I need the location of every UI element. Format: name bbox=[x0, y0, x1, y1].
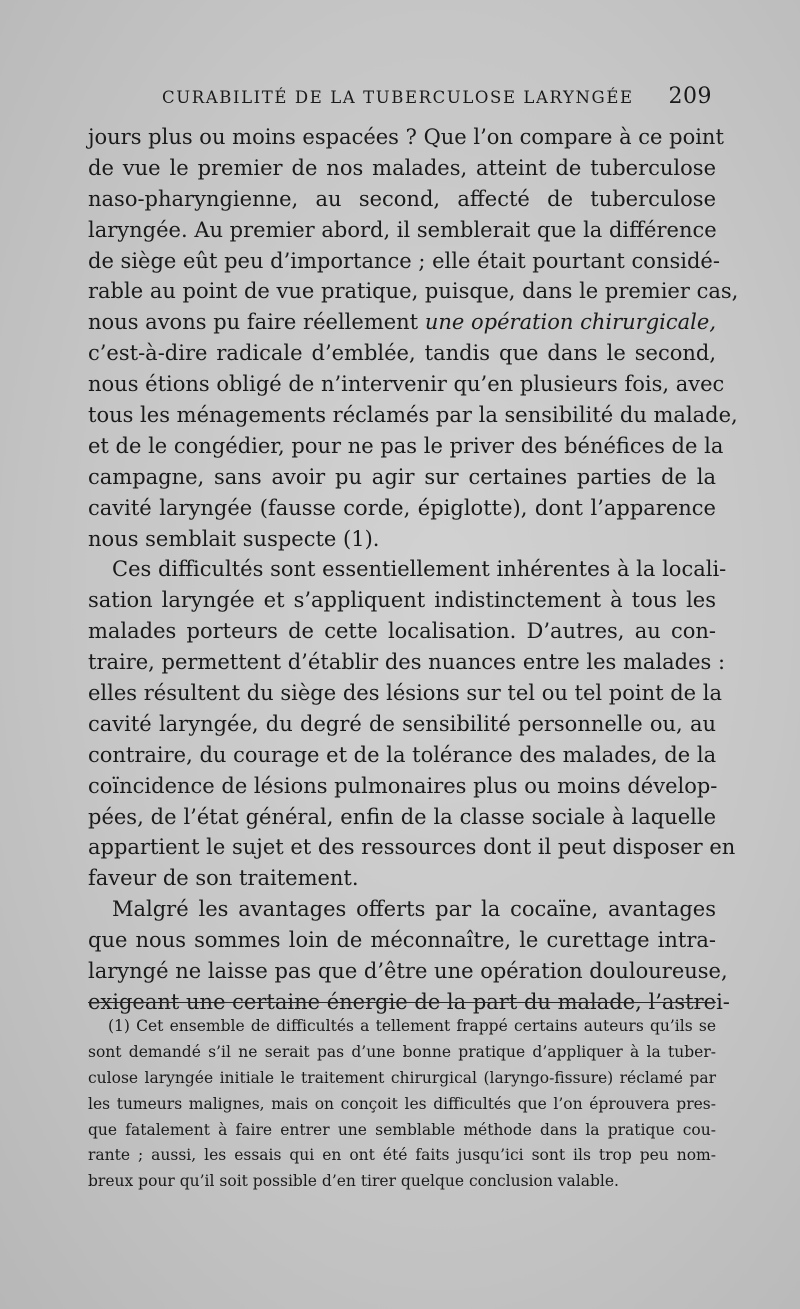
text-line-with-italic bbox=[88, 307, 716, 338]
footnote-line: (1) Cet ensemble de difficultés a tellement frappé certains auteurs qu’ils se bbox=[108, 1017, 716, 1035]
text-line: Ces difficultés sont essentiellement inhérentes à la locali- bbox=[112, 557, 727, 582]
text-line: Malgré les avantages offerts par la cocaïne, avantages bbox=[112, 897, 716, 922]
text-line: traire, permettent d’établir des nuances entre les malades : bbox=[88, 650, 726, 675]
text-line: appartient le sujet et des ressources dont il peut disposer en bbox=[88, 835, 736, 860]
text-line: nous étions obligé de n’intervenir qu’en plusieurs fois, avec bbox=[88, 372, 725, 397]
text-line: elles résultent du siège des lésions sur tel ou tel point de la bbox=[88, 681, 723, 706]
text-line: laryngée. Au premier abord, il semblerait que la différence bbox=[88, 217, 717, 242]
text-line: sation laryngée et s’appliquent indistinctement à tous les bbox=[88, 588, 716, 613]
text-line: cavité laryngée (fausse corde, épiglotte), dont l’apparence bbox=[88, 495, 716, 520]
running-title: CURABILITÉ DE LA TUBERCULOSE LARYNGÉE bbox=[162, 88, 634, 107]
text-line: de siège eût peu d’importance ; elle était pourtant considé- bbox=[88, 248, 720, 273]
text-line: campagne, sans avoir pu agir sur certaines parties de la bbox=[88, 464, 716, 489]
page-number: 209 bbox=[668, 84, 712, 109]
footnote-line: breux pour qu’il soit possible d’en tirer quelque conclusion valable. bbox=[88, 1172, 619, 1191]
text-line: coïncidence de lésions pulmonaires plus ou moins dévelop- bbox=[88, 773, 718, 798]
running-head bbox=[162, 84, 712, 112]
text-run: nous avons pu faire réellement bbox=[88, 310, 419, 335]
text-line: cavité laryngée, du degré de sensibilité personnelle ou, au bbox=[88, 711, 716, 736]
text-line: laryngé ne laisse pas que d’être une opération douloureuse, bbox=[88, 959, 728, 984]
italic-phrase: une opération chirurgicale, bbox=[424, 310, 716, 335]
text-line: jours plus ou moins espacées ? Que l’on compare à ce point bbox=[88, 125, 724, 149]
text-line: rable au point de vue pratique, puisque, dans le premier cas, bbox=[88, 279, 739, 304]
text-line: faveur de son traitement. bbox=[88, 866, 359, 891]
text-line: tous les ménagements réclamés par la sensibilité du malade, bbox=[88, 403, 738, 428]
footnote-line: culose laryngée initiale le traitement chirurgical (laryngo-fissure) réclamé par bbox=[88, 1068, 716, 1087]
footnote-rule bbox=[88, 1002, 716, 1003]
text-line: malades porteurs de cette localisation. D’autres, au con- bbox=[88, 619, 716, 644]
body-text bbox=[88, 122, 739, 1018]
text-line: contraire, du courage et de la tolérance des malades, de la bbox=[88, 742, 717, 767]
text-line: pées, de l’état général, enfin de la classe sociale à laquelle bbox=[88, 804, 716, 829]
text-line: naso-pharyngienne, au second, affecté de tuberculose bbox=[88, 186, 716, 211]
text-line: c’est-à-dire radicale d’emblée, tandis que dans le second, bbox=[88, 341, 716, 366]
footnote-line: que fatalement à faire entrer une semblable méthode dans la pratique cou- bbox=[88, 1120, 716, 1139]
text-line: de vue le premier de nos malades, atteint de tuberculose bbox=[88, 155, 716, 180]
text-line: que nous sommes loin de méconnaître, le curettage intra- bbox=[88, 928, 716, 953]
footnote-line: les tumeurs malignes, mais on conçoit les difficultés que l’on éprouvera pres- bbox=[88, 1094, 716, 1113]
footnote bbox=[88, 1014, 716, 1195]
text-line: exigeant une certaine énergie de la part du malade, l’astrei- bbox=[88, 989, 730, 1014]
text-line: nous semblait suspecte (1). bbox=[88, 526, 380, 551]
footnote-line: sont demandé s’il ne serait pas d’une bonne pratique d’appliquer à la tuber- bbox=[88, 1042, 716, 1061]
footnote-line: rante ; aussi, les essais qui en ont été faits jusqu’ici sont ils trop peu nom- bbox=[88, 1146, 716, 1165]
text-line: et de le congédier, pour ne pas le priver des bénéfices de la bbox=[88, 433, 724, 458]
